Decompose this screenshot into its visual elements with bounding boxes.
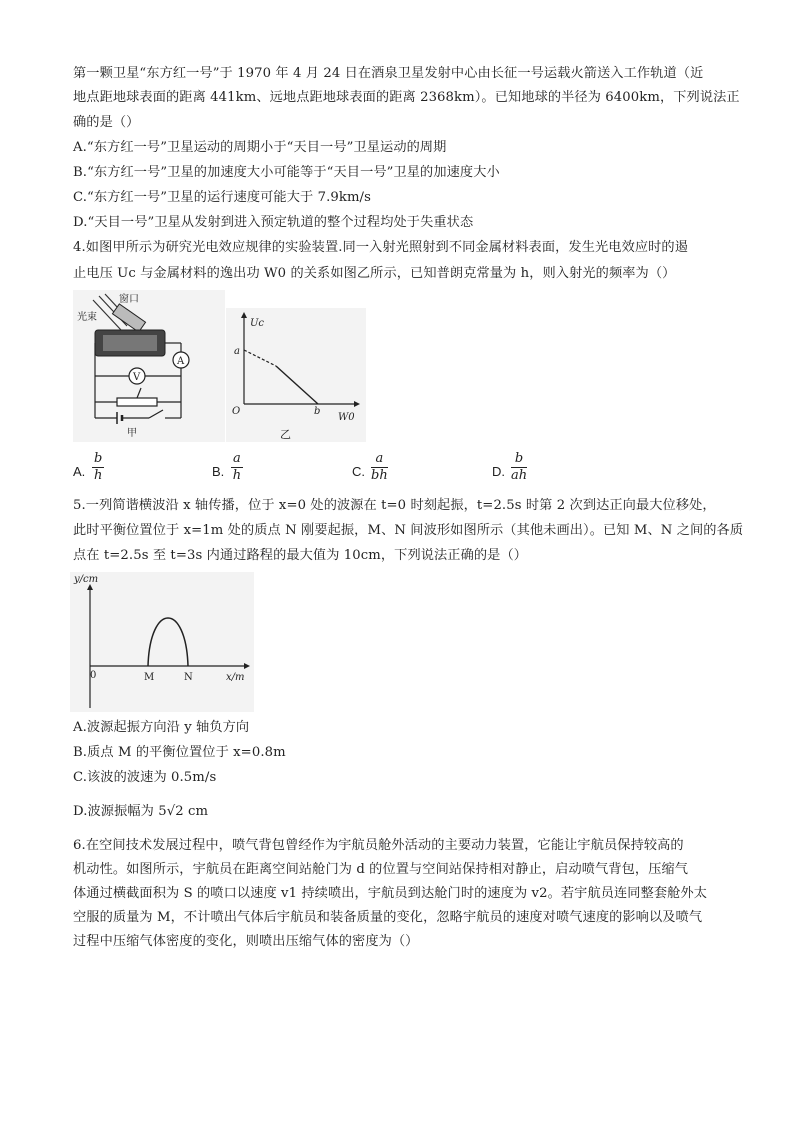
q3-option-a[interactable]: A.“东方红一号”卫星运动的周期小于“天目一号”卫星运动的周期 xyxy=(73,140,447,155)
q3-option-b[interactable]: B.“东方红一号”卫星的加速度大小可能等于“天目一号”卫星的加速度大小 xyxy=(73,165,500,180)
intercept-a-label: a xyxy=(234,346,240,357)
denominator: ah xyxy=(511,468,528,483)
q4-stem-line: 止电压 Uc 与金属材料的逸出功 W0 的关系如图乙所示，已知普朗克常量为 h，则入射光的频率为（） xyxy=(73,266,676,281)
denominator: h xyxy=(232,468,242,483)
x-axis-label: x/m xyxy=(226,672,245,683)
switch xyxy=(149,410,163,418)
voltmeter-label: V xyxy=(133,372,141,383)
x-axis-arrow xyxy=(354,401,360,407)
numerator: a xyxy=(233,451,241,466)
q5-option-d[interactable]: D.波源振幅为 5√2 cm xyxy=(73,804,209,819)
q4-stem-line: 4.如图甲所示为研究光电效应规律的实验装置.同一入射光照射到不同金属材料表面，发生光电效应时的遏 xyxy=(73,240,689,255)
q6-stem-line: 空服的质量为 M，不计喷出气体后宇航员和装备质量的变化，忽略宇航员的速度对喷气速度的影响以及喷气 xyxy=(73,910,703,925)
phototube-inner xyxy=(103,335,157,351)
q5-option-c[interactable]: C.该波的波速为 0.5m/s xyxy=(73,770,217,785)
wave-graph xyxy=(70,572,254,712)
q5-option-b[interactable]: B.质点 M 的平衡位置位于 x=0.8m xyxy=(73,745,286,760)
q3-stem-line: 确的是（） xyxy=(73,115,140,130)
denominator: h xyxy=(93,468,103,483)
q4-option-d-fraction xyxy=(511,451,527,484)
origin-label: 0 xyxy=(90,670,97,681)
point-m-label: M xyxy=(144,672,155,683)
y-axis-arrow xyxy=(241,312,247,318)
q3-option-c[interactable]: C.“东方红一号”卫星的运行速度可能大于 7.9km/s xyxy=(73,190,371,205)
q4-option-a-fraction xyxy=(92,451,104,484)
q5-stem-line: 5.一列简谐横波沿 x 轴传播，位于 x=0 处的波源在 t=0 时刻起振，t=2.5s 时第 2 次到达正向最大位移处， xyxy=(73,498,716,513)
q4-option-b-fraction xyxy=(231,451,243,484)
origin-label: O xyxy=(232,406,241,417)
q4-option-d-letter[interactable]: D. xyxy=(492,464,505,479)
numerator: b xyxy=(511,451,527,468)
numerator: b xyxy=(94,451,103,466)
window-label: 窗口 xyxy=(119,294,139,305)
numerator: a xyxy=(371,451,388,468)
rheostat xyxy=(117,398,157,406)
q5-stem-line: 点在 t=2.5s 至 t=3s 内通过路程的最大值为 10cm，下列说法正确的是（） xyxy=(73,548,528,563)
q3-stem-line: 第一颗卫星“东方红一号”于 1970 年 4 月 24 日在酒泉卫星发射中心由长征一号运载火箭送入工作轨道（近 xyxy=(73,66,704,81)
q4-option-c-letter[interactable]: C. xyxy=(352,464,365,479)
window-tube xyxy=(112,304,145,332)
figure-yi-graph xyxy=(226,308,366,442)
q5-option-a[interactable]: A.波源起振方向沿 y 轴负方向 xyxy=(73,720,250,735)
q3-stem-line: 地点距地球表面的距离 441km、远地点距地球表面的距离 2368km）。已知地球的半径为 6400km，下列说法正 xyxy=(73,90,740,105)
slider xyxy=(137,388,141,398)
figure-jia-caption: 甲 xyxy=(127,428,137,439)
dashed-line xyxy=(244,350,276,366)
q4-option-b-letter[interactable]: B. xyxy=(212,464,225,479)
q6-stem-line: 过程中压缩气体密度的变化，则喷出压缩气体的密度为（） xyxy=(73,934,419,949)
y-axis-label: Uc xyxy=(250,318,265,329)
ammeter-label: A xyxy=(177,356,185,367)
q4-option-c-fraction xyxy=(371,451,388,484)
graph-line xyxy=(276,366,318,404)
wave-crest xyxy=(148,618,188,666)
intercept-b-label: b xyxy=(314,406,321,417)
y-axis-label: y/cm xyxy=(74,574,99,585)
denominator: bh xyxy=(371,468,388,483)
q4-option-a-letter[interactable]: A. xyxy=(73,464,86,479)
q6-stem-line: 机动性。如图所示，宇航员在距离空间站舱门为 d 的位置与空间站保持相对静止，启动喷气背包，压缩气 xyxy=(73,862,689,877)
point-n-label: N xyxy=(184,672,193,683)
x-axis-label: W0 xyxy=(338,412,355,423)
q5-stem-line: 此时平衡位置位于 x=1m 处的质点 N 刚要起振，M、N 间波形如图所示（其他未画出）。已知 M、N 之间的各质 xyxy=(73,523,744,538)
light-label: 光束 xyxy=(77,312,97,323)
x-axis-arrow xyxy=(244,663,250,669)
figure-yi-caption: 乙 xyxy=(280,428,291,441)
q3-option-d[interactable]: D.“天目一号”卫星从发射到进入预定轨道的整个过程均处于失重状态 xyxy=(73,215,474,230)
q6-stem-line: 6.在空间技术发展过程中，喷气背包曾经作为宇航员舱外活动的主要动力装置，它能让宇航员保持较高的 xyxy=(73,838,684,853)
q6-stem-line: 体通过横截面积为 S 的喷口以速度 v1 持续喷出，宇航员到达舱门时的速度为 v2。若宇航员连同整套舱外太 xyxy=(73,886,708,901)
figure-jia-apparatus xyxy=(73,290,225,442)
